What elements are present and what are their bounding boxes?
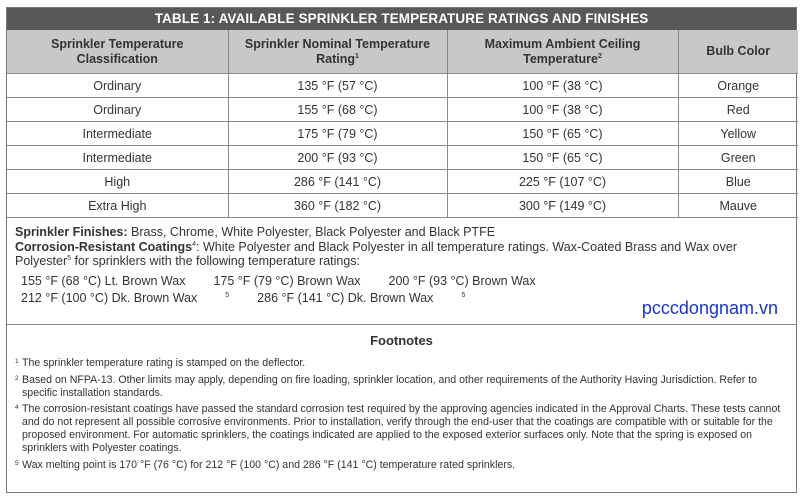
- cell-classification: Ordinary: [7, 98, 228, 122]
- finishes-label: Sprinkler Finishes:: [15, 225, 128, 239]
- footnote-number: 5: [15, 459, 19, 467]
- wax-option: 155 °F (68 °C) Lt. Brown Wax: [21, 273, 186, 288]
- footnote-text: Wax melting point is 170 °F (76 °C) for 212 °F (100 °C) and 286 °F (141 °C) temperature rated sprinklers.: [22, 458, 516, 471]
- table-row: [7, 170, 798, 194]
- cell-nominal: 200 °F (93 °C): [228, 146, 447, 170]
- cell-ambient: 150 °F (65 °C): [447, 146, 678, 170]
- cell-nominal: 155 °F (68 °C): [228, 98, 447, 122]
- footnote-number: 2: [15, 374, 19, 382]
- table-title: TABLE 1: AVAILABLE SPRINKLER TEMPERATURE RATINGS AND FINISHES: [7, 8, 796, 30]
- footnote-ref: 1: [354, 52, 359, 60]
- footnotes-section: [7, 325, 796, 471]
- cell-nominal: 286 °F (141 °C): [228, 170, 447, 194]
- finishes-section: [7, 218, 796, 325]
- footnote-text: The corrosion-resistant coatings have passed the standard corrosion test required by the approving agencies indicated in the Approval Charts. These tests cannot and do not represent all possible corrosive environments. Prior to installation, verify through the end-user that the coatings are compatible with or suitable for the proposed environment. For automatic sprinklers, the coatings indicated are applied to the exposed exterior surfaces only. Note that the spring is exposed on sprinklers with Polyester coatings.: [22, 403, 781, 454]
- table-row: [7, 98, 798, 122]
- footnotes-list: [15, 357, 788, 471]
- finishes-text: Brass, Chrome, White Polyester, Black Polyester and Black PTFE: [131, 225, 496, 239]
- cell-ambient: 225 °F (107 °C): [447, 170, 678, 194]
- cell-nominal: 135 °F (57 °C): [228, 74, 447, 98]
- footnote-item: [15, 374, 788, 400]
- cell-classification: Intermediate: [7, 122, 228, 146]
- cell-bulb: Orange: [678, 74, 798, 98]
- cell-bulb: Mauve: [678, 194, 798, 218]
- cell-bulb: Green: [678, 146, 798, 170]
- table-row: [7, 74, 798, 98]
- cell-classification: Intermediate: [7, 146, 228, 170]
- column-header-bulb: Bulb Color: [678, 30, 798, 74]
- cell-bulb: Yellow: [678, 122, 798, 146]
- footnote-item: [15, 357, 788, 370]
- wax-option: 200 °F (93 °C) Brown Wax: [388, 273, 536, 288]
- cell-classification: High: [7, 170, 228, 194]
- footnote-text: Based on NFPA-13. Other limits may apply, depending on fire loading, sprinkler location, and other requirements of the Authority Having Jurisdiction. Refer to specific installation standards.: [22, 373, 758, 399]
- column-header-ambient: Maximum Ambient Ceiling Temperature$^2$: [447, 30, 678, 74]
- footnote-item: [15, 459, 788, 472]
- cell-classification: Extra High: [7, 194, 228, 218]
- footnote-text: The sprinkler temperature rating is stamped on the deflector.: [22, 357, 306, 369]
- table-header-row: [7, 30, 798, 74]
- table-row: [7, 122, 798, 146]
- cell-classification: Ordinary: [7, 74, 228, 98]
- cell-ambient: 300 °F (149 °C): [447, 194, 678, 218]
- wax-option: 212 °F (100 °C) Dk. Brown Wax $^5$: [21, 290, 230, 305]
- cell-ambient: 100 °F (38 °C): [447, 98, 678, 122]
- cell-ambient: 150 °F (65 °C): [447, 122, 678, 146]
- footnote-ref: 5: [67, 254, 72, 262]
- coatings-text: : White Polyester and Black Polyester in all temperature ratings. Wax-Coated Brass and Wax over: [196, 239, 737, 254]
- finishes-line: [15, 225, 796, 240]
- cell-nominal: 175 °F (79 °C): [228, 122, 447, 146]
- footnotes-title: Footnotes: [370, 333, 433, 348]
- coatings-line: [15, 240, 796, 255]
- footnote-item: [15, 403, 788, 454]
- ratings-table: [7, 30, 798, 218]
- wax-option: 286 °F (141 °C) Dk. Brown Wax $^5$: [257, 290, 466, 305]
- coatings-line-2: Polyester$^5$ for sprinklers with the following temperature ratings:: [15, 254, 361, 268]
- wax-option: 175 °F (79 °C) Brown Wax: [213, 273, 361, 288]
- footnote-ref: 4: [192, 240, 197, 248]
- wax-options-row-1: [15, 273, 796, 289]
- cell-ambient: 100 °F (38 °C): [447, 74, 678, 98]
- ratings-table-panel: [6, 7, 797, 493]
- coatings-label: Corrosion-Resistant Coatings: [15, 239, 193, 254]
- cell-nominal: 360 °F (182 °C): [228, 194, 447, 218]
- column-header-classification: Sprinkler Temperature Classification: [7, 30, 228, 74]
- footnote-ref: 2: [597, 52, 602, 60]
- table-row: [7, 146, 798, 170]
- table-row: [7, 194, 798, 218]
- watermark-text: pcccdongnam.vn: [641, 298, 778, 318]
- footnote-number: 1: [15, 358, 19, 365]
- column-header-nominal: Sprinkler Nominal Temperature Rating$^1$: [228, 30, 447, 74]
- cell-bulb: Red: [678, 98, 798, 122]
- footnote-number: 4: [15, 404, 19, 412]
- cell-bulb: Blue: [678, 170, 798, 194]
